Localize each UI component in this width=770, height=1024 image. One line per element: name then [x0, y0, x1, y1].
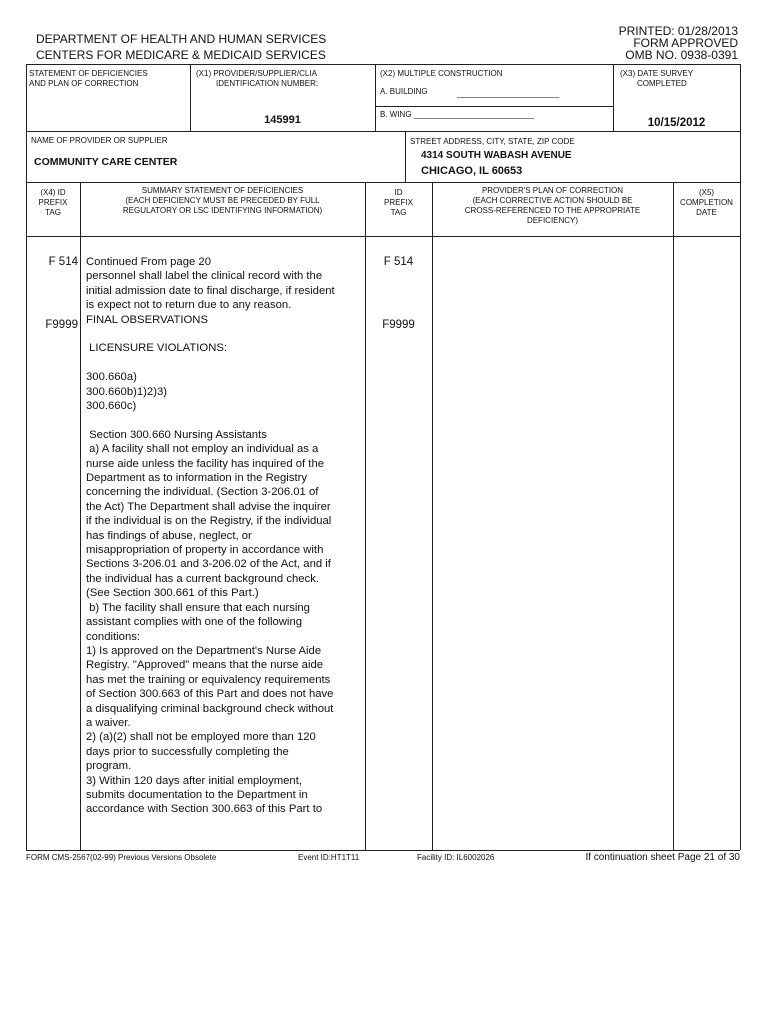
x1-label-line1: (X1) PROVIDER/SUPPLIER/CLIA [196, 69, 317, 78]
deficiency-line: program. [86, 760, 132, 773]
deficiency-line: 300.660c) [86, 400, 137, 413]
deficiency-line: 1) Is approved on the Department's Nurse Aide [86, 644, 322, 657]
deficiency-line: 300.660a) [86, 371, 137, 384]
provider-name-label: NAME OF PROVIDER OR SUPPLIER [31, 136, 168, 145]
x3-label-line1: (X3) DATE SURVEY [620, 69, 694, 78]
x2-wing: B. WING ___________________________ [380, 110, 534, 119]
deficiency-line [86, 327, 364, 341]
prefix-tag-f514: F 514 [48, 256, 78, 268]
x2-label: (X2) MULTIPLE CONSTRUCTION [380, 69, 503, 78]
deficiency-line: nurse aide unless the facility has inquired of the [86, 457, 325, 470]
deficiency-line: of Section 300.663 of this Part and does not have [86, 688, 334, 701]
deficiency-line: Section 300.660 Nursing Assistants [86, 428, 267, 441]
agency-title: CENTERS FOR MEDICARE & MEDICAID SERVICES [36, 48, 326, 62]
deficiency-line: Continued From page 20 [86, 256, 211, 268]
deficiency-text [86, 255, 364, 817]
deficiency-line: 3) Within 120 days after initial employment, [86, 774, 302, 787]
deficiency-line: misappropriation of property in accordance with [86, 544, 324, 557]
id-tag-f514: F 514 [383, 256, 414, 268]
provider-name: COMMUNITY CARE CENTER [34, 156, 178, 168]
deficiency-line: is expect not to return due to any reason. [86, 299, 292, 312]
deficiency-line: Department as to information in the Registry [86, 472, 308, 485]
x2-building-blank: _______________________ [457, 89, 560, 98]
form-number: FORM CMS-2567(02-99) Previous Versions Obsolete [26, 853, 217, 862]
x1-label-line2: IDENTIFICATION NUMBER: [216, 79, 319, 88]
deficiency-line: initial admission date to final discharge, if resident [86, 284, 335, 297]
survey-completed-date: 10/15/2012 [647, 117, 706, 129]
address-label: STREET ADDRESS, CITY, STATE, ZIP CODE [410, 137, 575, 146]
deficiency-line: a waiver. [86, 716, 131, 729]
omb-number: OMB NO. 0938-0391 [625, 48, 738, 62]
department-title: DEPARTMENT OF HEALTH AND HUMAN SERVICES [36, 32, 327, 46]
plan-column-header: PROVIDER'S PLAN OF CORRECTION (EACH CORRECTIVE ACTION SHOULD BE CROSS-REFERENCED TO THE APPROPRIATE DEFICIENCY) [464, 186, 641, 225]
deficiency-line: Registry. "Approved" means that the nurse aide [86, 659, 324, 672]
event-id: Event ID:HT1T11 [298, 853, 360, 862]
x4-column-header: (X4) ID PREFIX TAG [38, 188, 68, 217]
deficiency-line: submits documentation to the Department in [86, 788, 308, 801]
deficiency-line: accordance with Section 300.663 of this Part to [86, 803, 323, 816]
street-address: 4314 SOUTH WABASH AVENUE [421, 150, 572, 161]
deficiency-line: has met the training or equivalency requirements [86, 673, 331, 686]
deficiency-line: 2) (a)(2) shall not be employed more than 120 [86, 731, 316, 744]
deficiency-line: the Act) The Department shall advise the inquirer [86, 500, 331, 513]
deficiency-line: (See Section 300.661 of this Part.) [86, 587, 259, 600]
deficiency-line: 300.660b)1)2)3) [86, 385, 168, 398]
x5-column-header: (X5) COMPLETION DATE [680, 188, 733, 217]
deficiency-line: has findings of abuse, neglect, or [86, 529, 252, 542]
deficiency-line: a) A facility shall not employ an individual as a [86, 443, 319, 456]
statement-label-line2: AND PLAN OF CORRECTION [29, 79, 139, 88]
provider-id-number: 145991 [264, 114, 301, 126]
deficiency-line: days prior to successfully completing the [86, 745, 289, 758]
deficiency-line [86, 413, 364, 427]
deficiency-line [86, 356, 364, 370]
summary-column-header: SUMMARY STATEMENT OF DEFICIENCIES (EACH DEFICIENCY MUST BE PRECEDED BY FULL REGULATORY OR LSC IDENTIFYING INFORMATION) [122, 186, 323, 215]
id-tag-f9999: F9999 [382, 319, 415, 331]
deficiency-line: a disqualifying criminal background check without [86, 702, 334, 715]
x2-building: A. BUILDING [380, 87, 428, 96]
deficiency-line: Sections 3-206.01 and 3-206.02 of the Act, and if [86, 558, 331, 571]
statement-label-line1: STATEMENT OF DEFICIENCIES [29, 69, 148, 78]
deficiency-line: assistant complies with one of the following [86, 616, 303, 629]
deficiency-line: conditions: [86, 630, 141, 643]
x3-label-line2: COMPLETED [637, 79, 687, 88]
id-column-header: ID PREFIX TAG [384, 188, 413, 217]
city-state-zip: CHICAGO, IL 60653 [421, 165, 523, 177]
deficiency-line: concerning the individual. (Section 3-206.01 of [86, 486, 319, 499]
page-number: If continuation sheet Page 21 of 30 [585, 852, 740, 863]
deficiency-line: FINAL OBSERVATIONS [86, 313, 208, 326]
deficiency-line: personnel shall label the clinical record with the [86, 270, 323, 283]
printed-date: PRINTED: 01/28/2013 [618, 24, 738, 38]
prefix-tag-f9999: F9999 [45, 319, 78, 331]
deficiency-line: b) The facility shall ensure that each nursing [86, 601, 310, 614]
deficiency-line: the individual has a current background check. [86, 572, 319, 585]
deficiency-line: LICENSURE VIOLATIONS: [86, 342, 228, 355]
form-approved: FORM APPROVED [633, 36, 738, 50]
facility-id: Facility ID: IL6002026 [417, 853, 495, 862]
deficiency-line: if the individual is on the Registry, if the individual [86, 515, 332, 528]
